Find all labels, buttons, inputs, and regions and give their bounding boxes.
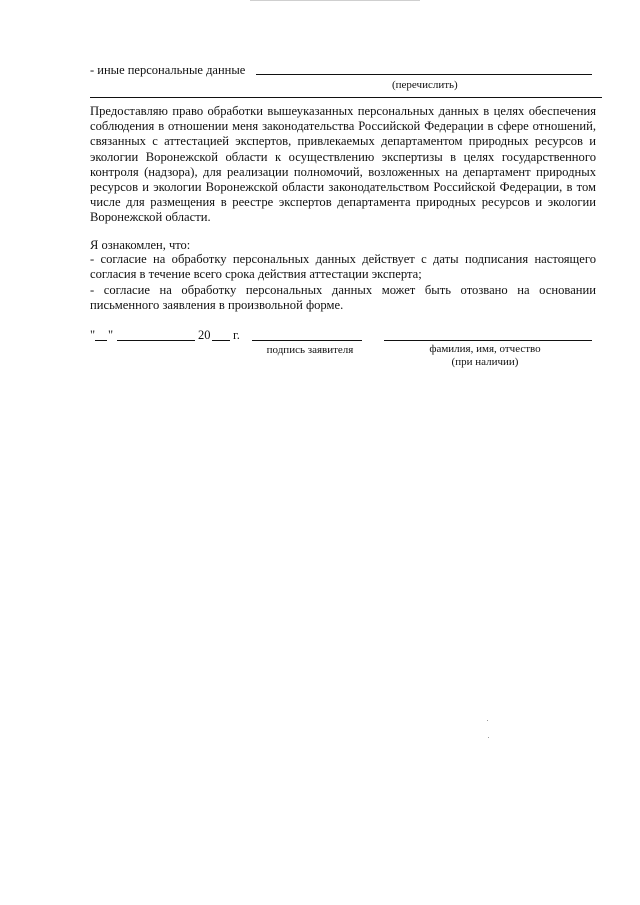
signature-caption: подпись заявителя bbox=[266, 344, 354, 356]
scan-speck bbox=[487, 720, 488, 721]
date-month-field[interactable] bbox=[117, 340, 195, 341]
acknowledgement-item-revocation: - согласие на обработку персональных данных может быть отозвано на основании письменного заявления в произвольной форме. bbox=[90, 283, 596, 313]
date-year-prefix: 20 bbox=[198, 328, 211, 342]
acknowledgement-item-duration: - согласие на обработку персональных данных действует с даты подписания настоящего согласия в течение всего срока действия аттестации эксперта; bbox=[90, 252, 596, 282]
date-year-suffix: г. bbox=[233, 328, 240, 342]
other-data-field[interactable] bbox=[256, 74, 592, 75]
date-quote-open: " bbox=[90, 328, 96, 342]
date-quote-close: " bbox=[108, 328, 114, 342]
date-year-field[interactable] bbox=[212, 340, 230, 341]
acknowledgement-heading: Я ознакомлен, что: bbox=[90, 238, 191, 252]
other-data-field-continuation[interactable] bbox=[90, 97, 602, 98]
full-name-caption-note: (при наличии) bbox=[451, 356, 519, 368]
date-day-field[interactable] bbox=[95, 340, 107, 341]
other-data-label: - иные персональные данные bbox=[90, 63, 246, 77]
full-name-caption: фамилия, имя, отчество bbox=[429, 343, 541, 355]
scan-speck bbox=[488, 737, 489, 738]
other-data-caption: (перечислить) bbox=[392, 79, 458, 91]
scan-artifact-top bbox=[250, 0, 420, 1]
full-name-field[interactable] bbox=[384, 340, 592, 341]
signature-field[interactable] bbox=[252, 340, 362, 341]
consent-paragraph: Предоставляю право обработки вышеуказанных персональных данных в целях обеспечения соблюдения в отношении меня законодательства Российской Федерации в сфере отношений, связанных с аттестацией экспертов, привлекаемых департаментом природных ресурсов и экологии Воронежской области к осуществлению экспертизы в целях государственного контроля (надзора), для реализации полномочий, возложенных на департамент природных ресурсов и экологии Воронежской области законодательством Российской Федерации, в том числе для размещения в реестре экспертов департамента природных ресурсов и экологии Воронежской области. bbox=[90, 104, 596, 225]
